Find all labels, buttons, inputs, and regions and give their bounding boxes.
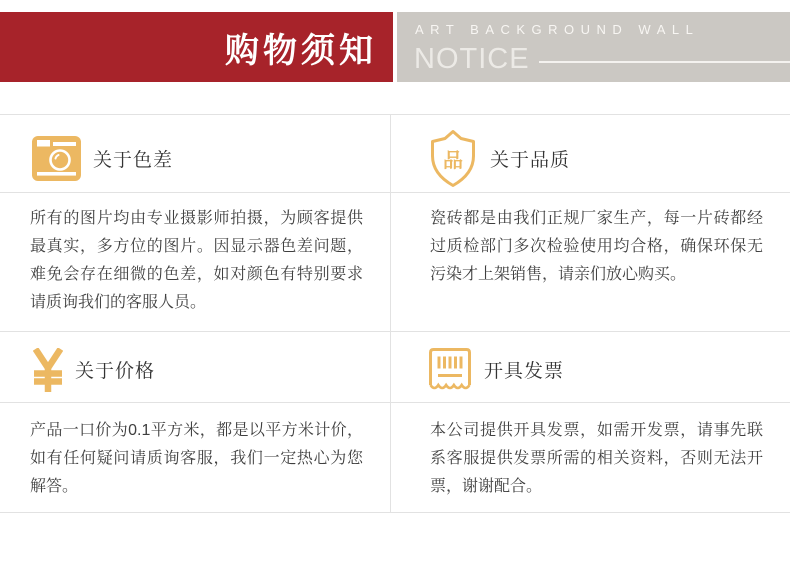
header-notice-label: NOTICE	[414, 43, 530, 75]
page-title: 购物须知	[225, 31, 377, 70]
yuan-currency-icon	[33, 348, 63, 392]
camera-icon	[32, 136, 81, 181]
section-title: 关于色差	[93, 149, 174, 171]
header-rule-line	[539, 61, 790, 63]
header-subtitle-en: ART BACKGROUND WALL	[415, 22, 700, 37]
section-price-body	[0, 402, 390, 501]
section-title: 关于品质	[490, 149, 571, 171]
section-quality-header	[390, 114, 790, 192]
section-title: 开具发票	[484, 361, 565, 382]
section-price-header	[0, 331, 390, 402]
section-invoice-body	[390, 402, 790, 501]
section-color-difference-body	[0, 192, 390, 317]
section-color-difference-header	[0, 114, 390, 192]
header-red-banner	[0, 12, 393, 82]
shield-glyph: 品	[443, 149, 463, 172]
section-invoice-header	[390, 331, 790, 402]
section-title: 关于价格	[75, 361, 156, 382]
section-quality-body	[390, 192, 790, 289]
section-body-text: 本公司提供开具发票，如需开发票，请事先联系客服提供发票所需的相关资料，否则无法开票，谢谢配合。	[430, 422, 763, 495]
section-body-text: 所有的图片均由专业摄影师拍摄，为顾客提供最真实，多方位的图片。因显示器色差问题，难免会存在细微的色差，如对颜色有特别要求请质询我们的客服人员。	[30, 210, 363, 311]
invoice-receipt-icon	[428, 347, 472, 393]
quality-shield-icon	[428, 129, 478, 188]
section-body-text: 产品一口价为0.1平方米，都是以平方米计价，如有任何疑问请质询客服，我们一定热心为您解答。	[30, 422, 363, 495]
header-gray-banner	[397, 12, 790, 82]
divider-bottom	[0, 512, 790, 513]
section-body-text: 瓷砖都是由我们正规厂家生产，每一片砖都经过质检部门多次检验使用均合格，确保环保无污染才上架销售，请亲们放心购买。	[430, 210, 763, 283]
